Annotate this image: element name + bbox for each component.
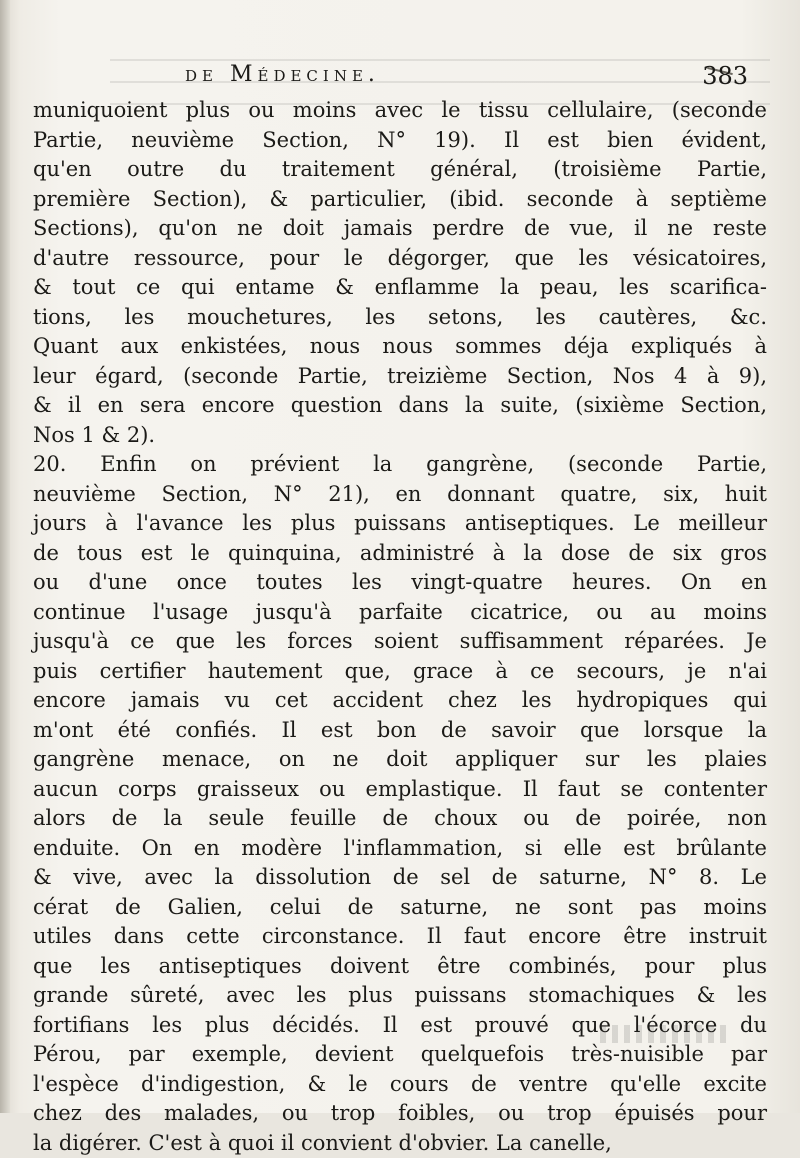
text-line: leur égard, (seconde Partie, treizième Section, Nos 4 à 9), xyxy=(33,362,767,392)
text-line: m'ont été confiés. Il est bon de savoir que lorsque la xyxy=(33,716,767,746)
running-title: de Médecine. xyxy=(185,62,380,87)
text-line: utiles dans cette circonstance. Il faut encore être instruit xyxy=(33,922,767,952)
text-line: encore jamais vu cet accident chez les hydropiques qui xyxy=(33,686,767,716)
page-header xyxy=(150,62,770,94)
text-line: fortifians les plus décidés. Il est prouvé que l'écorce du xyxy=(33,1011,767,1041)
text-line: que les antiseptiques doivent être combinés, pour plus xyxy=(33,952,767,982)
text-line: Pérou, par exemple, devient quelquefois très-nuisible par xyxy=(33,1040,767,1070)
text-line: & tout ce qui entame & enflamme la peau, les scarifica- xyxy=(33,273,767,303)
text-line: continue l'usage jusqu'à parfaite cicatrice, ou au moins xyxy=(33,598,767,628)
page-number: 383 xyxy=(702,62,748,90)
text-line: muniquoient plus ou moins avec le tissu cellulaire, (seconde xyxy=(33,96,767,126)
text-line: jours à l'avance les plus puissans antiseptiques. Le meilleur xyxy=(33,509,767,539)
page-gutter-shadow xyxy=(0,0,10,1113)
text-line: de tous est le quinquina, administré à la dose de six gros xyxy=(33,539,767,569)
bleed-through-mark xyxy=(600,1025,730,1043)
text-line: chez des malades, ou trop foibles, ou trop épuisés pour xyxy=(33,1099,767,1129)
text-line: d'autre ressource, pour le dégorger, que les vésicatoires, xyxy=(33,244,767,274)
text-line: première Section), & particulier, (ibid. seconde à septième xyxy=(33,185,767,215)
text-line: Nos 1 & 2). xyxy=(33,421,767,451)
text-line: & vive, avec la dissolution de sel de saturne, N° 8. Le xyxy=(33,863,767,893)
text-line: alors de la seule feuille de choux ou de poirée, non xyxy=(33,804,767,834)
text-line: jusqu'à ce que les forces soient suffisamment réparées. Je xyxy=(33,627,767,657)
text-line: qu'en outre du traitement général, (troisième Partie, xyxy=(33,155,767,185)
text-line: gangrène menace, on ne doit appliquer sur les plaies xyxy=(33,745,767,775)
text-line: la digérer. C'est à quoi il convient d'obvier. La canelle, xyxy=(33,1129,767,1158)
text-line: neuvième Section, N° 21), en donnant quatre, six, huit xyxy=(33,480,767,510)
text-line: puis certifier hautement que, grace à ce secours, je n'ai xyxy=(33,657,767,687)
body-text xyxy=(33,96,767,1158)
text-line: enduite. On en modère l'inflammation, si elle est brûlante xyxy=(33,834,767,864)
paragraph-start-line: 20. Enfin on prévient la gangrène, (seconde Partie, xyxy=(33,450,767,480)
text-line: aucun corps graisseux ou emplastique. Il faut se contenter xyxy=(33,775,767,805)
text-line: Partie, neuvième Section, N° 19). Il est bien évident, xyxy=(33,126,767,156)
text-line: Sections), qu'on ne doit jamais perdre de vue, il ne reste xyxy=(33,214,767,244)
text-line: cérat de Galien, celui de saturne, ne sont pas moins xyxy=(33,893,767,923)
text-line: tions, les mouchetures, les setons, les cautères, &c. xyxy=(33,303,767,333)
text-line: ou d'une once toutes les vingt-quatre heures. On en xyxy=(33,568,767,598)
text-line: grande sûreté, avec les plus puissans stomachiques & les xyxy=(33,981,767,1011)
text-line: Quant aux enkistées, nous nous sommes déja expliqués à xyxy=(33,332,767,362)
text-line: & il en sera encore question dans la suite, (sixième Section, xyxy=(33,391,767,421)
text-line: l'espèce d'indigestion, & le cours de ventre qu'elle excite xyxy=(33,1070,767,1100)
